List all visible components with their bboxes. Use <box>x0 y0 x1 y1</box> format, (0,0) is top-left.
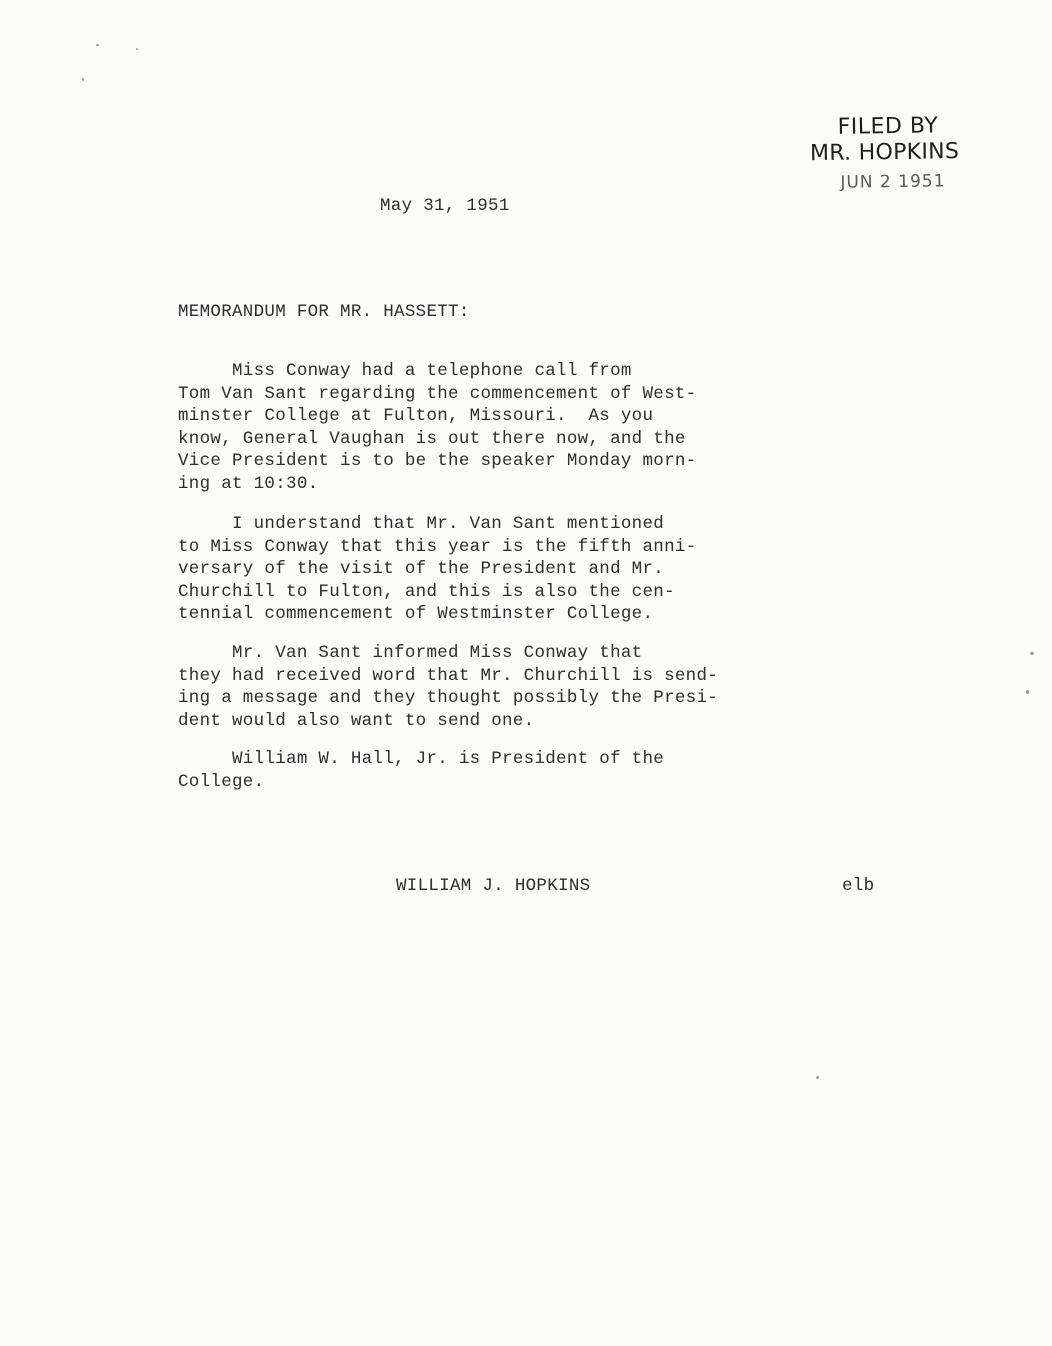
paper-speck <box>1030 652 1034 655</box>
memo-paragraph-4 <box>178 748 664 793</box>
text-line: College. <box>178 771 265 792</box>
text-line: William W. Hall, Jr. is President of the <box>178 749 665 769</box>
stamp-line-date: JUN 2 1951 <box>840 171 946 193</box>
text-line: Vice President is to be the speaker Monday morn- <box>178 451 697 472</box>
text-line: ing a message and they thought possibly the Presi- <box>178 688 719 709</box>
text-line: Tom Van Sant regarding the commencement of West- <box>178 383 697 404</box>
memo-signature: WILLIAM J. HOPKINS <box>396 876 591 896</box>
text-line: to Miss Conway that this year is the fifth anni- <box>178 536 697 557</box>
paper-speck <box>96 44 99 46</box>
stamp-line-filed-by: FILED BY <box>837 113 939 140</box>
paper-speck <box>82 78 84 81</box>
filed-stamp <box>809 113 980 193</box>
text-line: ing at 10:30. <box>178 473 319 494</box>
stamp-line-name: MR. HOPKINS <box>809 139 960 167</box>
text-line: they had received word that Mr. Churchill is send- <box>178 665 719 686</box>
paper-speck <box>1026 690 1029 694</box>
text-line: Miss Conway had a telephone call from <box>178 361 632 381</box>
text-line: Churchill to Fulton, and this is also the cen- <box>178 581 675 602</box>
text-line: I understand that Mr. Van Sant mentioned <box>178 514 665 534</box>
memo-paragraph-1 <box>178 360 696 496</box>
memo-date: May 31, 1951 <box>380 196 510 216</box>
text-line: versary of the visit of the President and Mr. <box>178 559 665 580</box>
memo-paragraph-3 <box>178 642 718 732</box>
text-line: know, General Vaughan is out there now, and the <box>178 428 686 449</box>
paper-speck <box>816 1076 819 1079</box>
text-line: Mr. Van Sant informed Miss Conway that <box>178 643 643 663</box>
text-line: tennial commencement of Westminster College. <box>178 604 654 625</box>
text-line: dent would also want to send one. <box>178 710 535 731</box>
text-line: minster College at Fulton, Missouri. As you <box>178 406 654 427</box>
memo-initials: elb <box>842 876 875 896</box>
paper-speck <box>136 48 138 50</box>
memo-paragraph-2 <box>178 513 696 626</box>
memo-heading: MEMORANDUM FOR MR. HASSETT: <box>178 302 470 322</box>
